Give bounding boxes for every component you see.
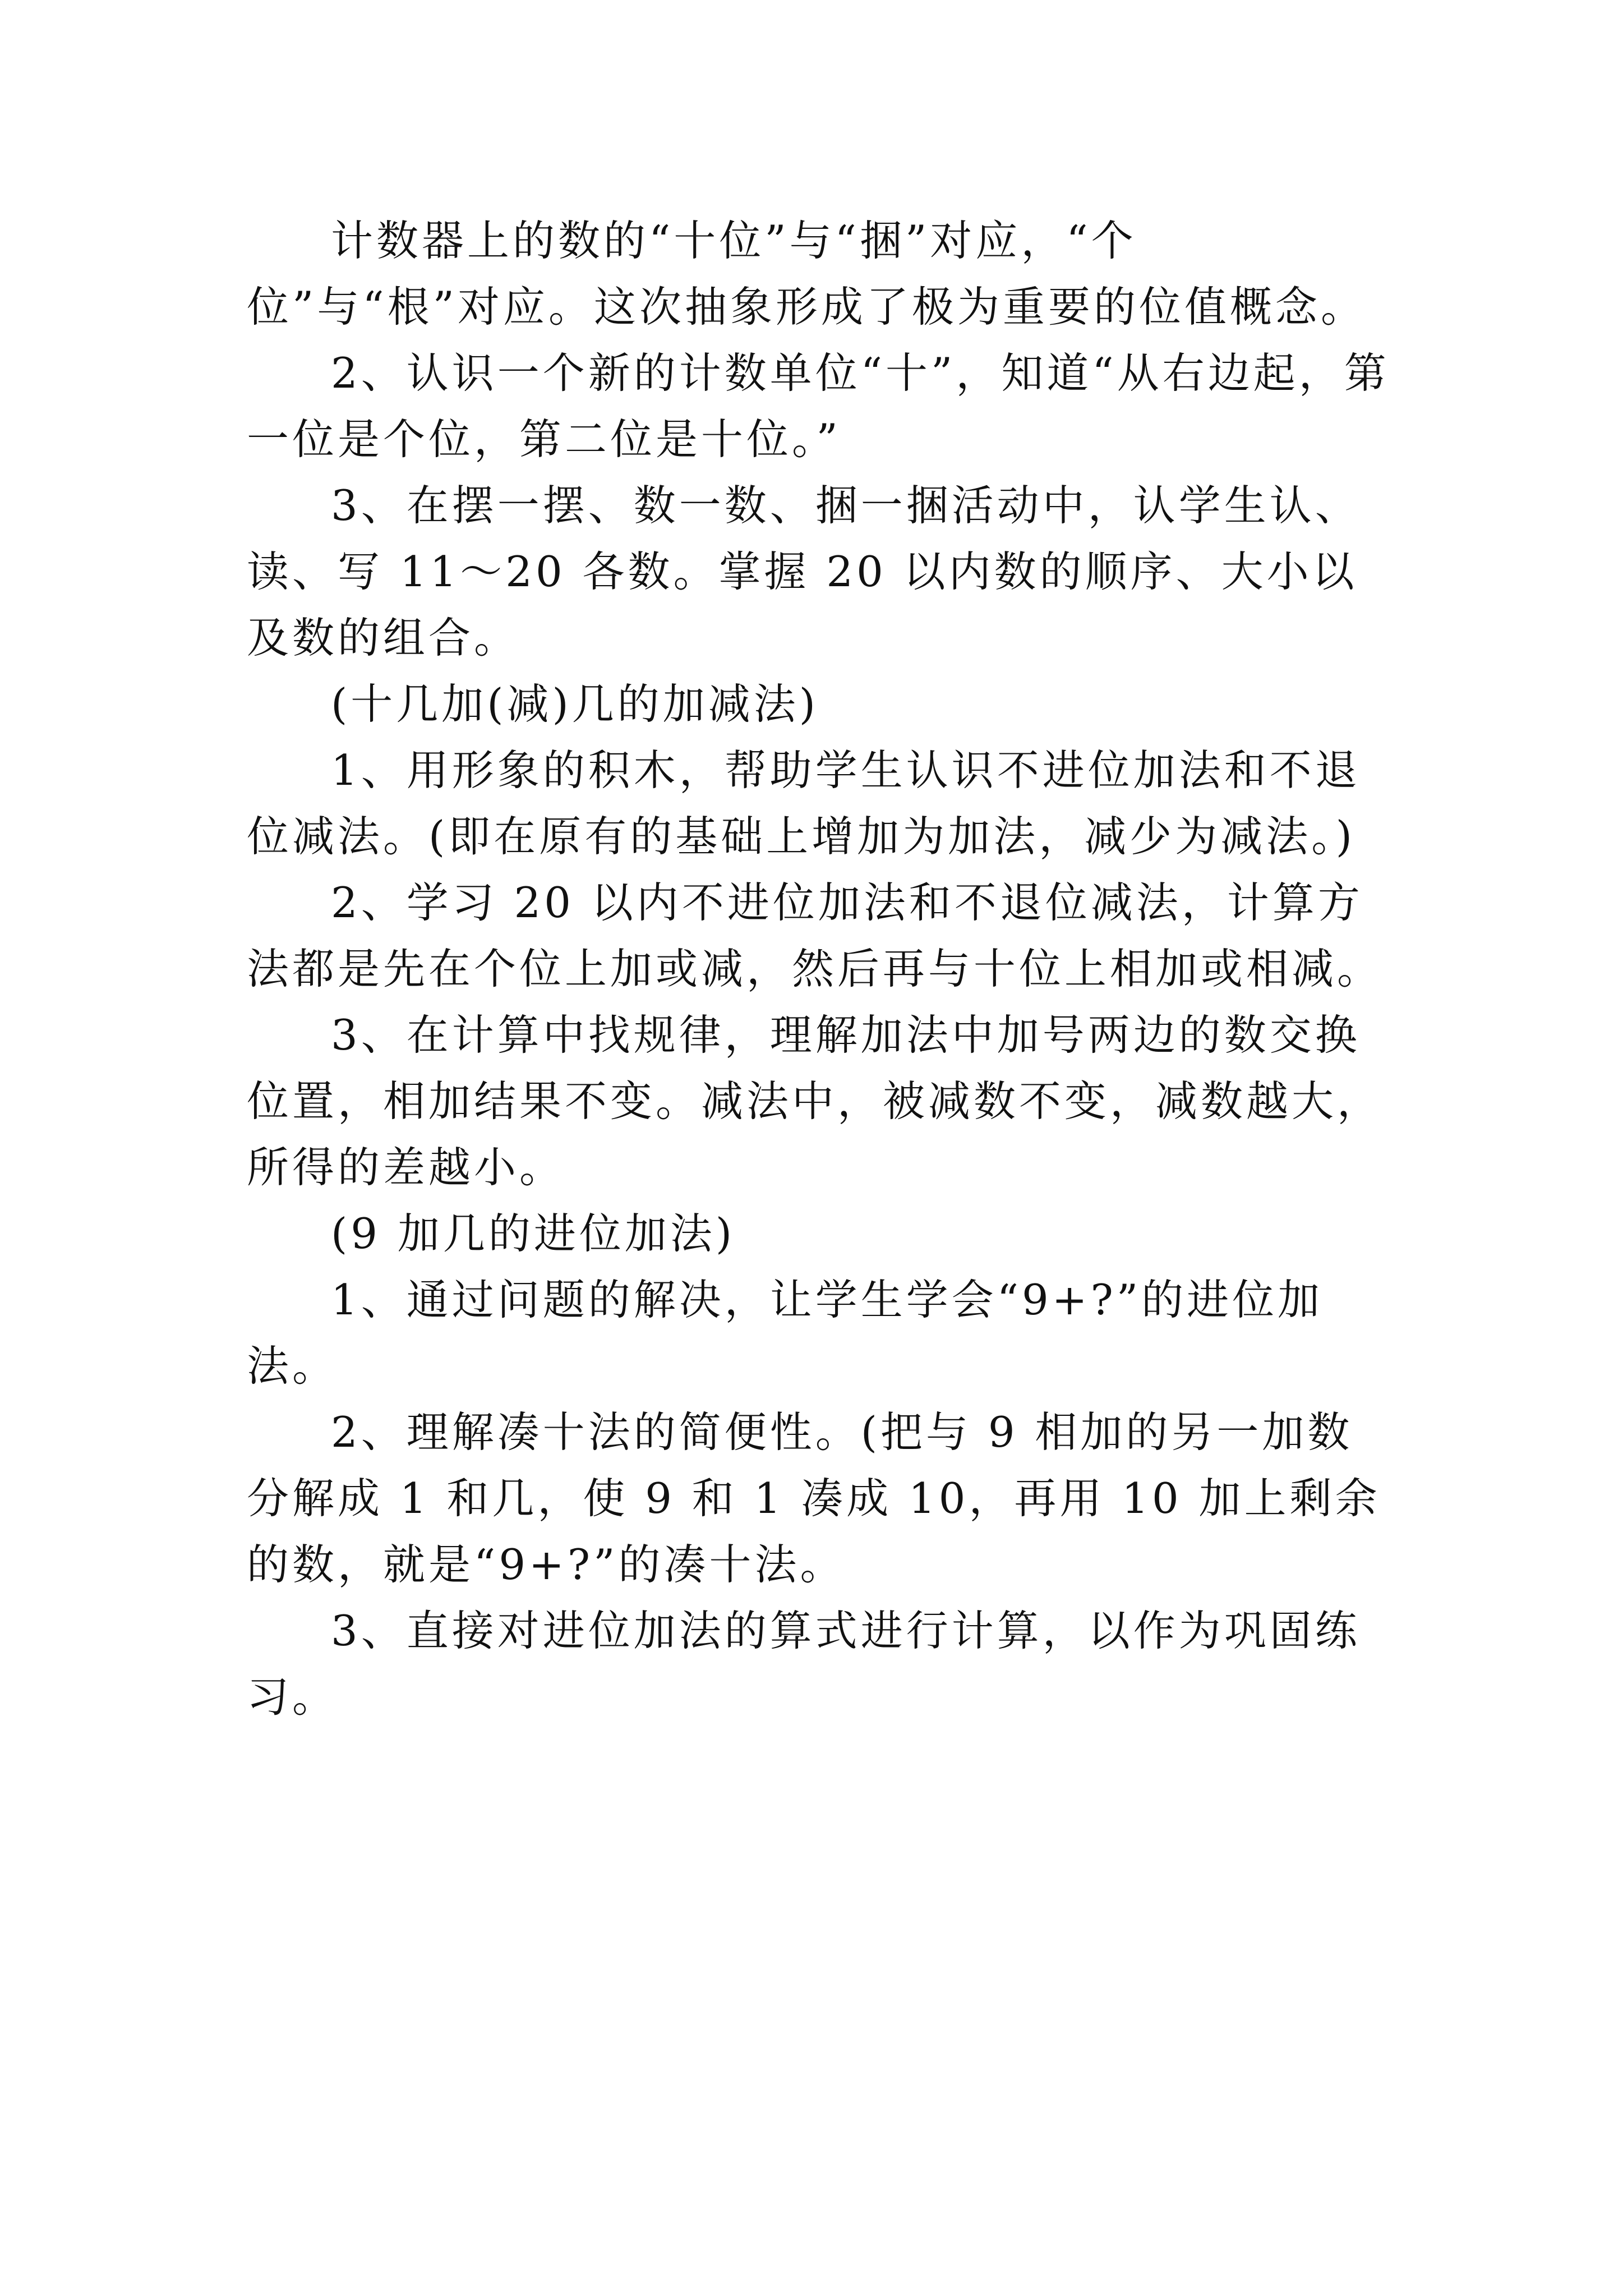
paragraph-make-ten-method: 2、理解凑十法的简便性。(把与 9 相加的另一加数分解成 1 和几，使 9 和 1 凑成 10，再用 10 加上剩余的数，就是“9+?”的凑十法。	[247, 1407, 1381, 1589]
paragraph-nine-plus-problem: 1、通过问题的解决，让学生学会“9+?”的进位加法。	[247, 1275, 1324, 1391]
paragraph-blocks-addition: 1、用形象的积木，帮助学生认识不进位加法和不退位减法。(即在原有的基础上增加为加法，减少为减法。)	[247, 746, 1361, 861]
document-body	[247, 208, 1391, 1730]
paragraph-ten-unit: 2、认识一个新的计数单位“十”，知道“从右边起，第一位是个位，第二位是十位。”	[247, 348, 1390, 464]
paragraph-find-patterns: 3、在计算中找规律，理解加法中加号两边的数交换位置，相加结果不变。减法中，被减数不变，减数越大，所得的差越小。	[247, 1010, 1383, 1192]
section-heading-nine-plus: (9 加几的进位加法)	[331, 1209, 736, 1258]
paragraph-practice: 3、直接对进位加法的算式进行计算，以作为巩固练习。	[247, 1606, 1361, 1722]
paragraph-place-value: 计数器上的数的“十位”与“捆”对应，“个位”与“根”对应。这次抽象形成了极为重要的位值概念。	[247, 216, 1367, 332]
paragraph-within-20-method: 2、学习 20 以内不进位加法和不退位减法，计算方法都是先在个位上加或减，然后再与十位上相加或相减。	[247, 878, 1383, 993]
paragraph-counting-activities: 3、在摆一摆、数一数、捆一捆活动中，认学生认、读、写 11～20 各数。掌握 20 以内数的顺序、大小以及数的组合。	[247, 481, 1361, 662]
section-heading-teens-add-subtract: (十几加(减)几的加减法)	[331, 679, 819, 729]
